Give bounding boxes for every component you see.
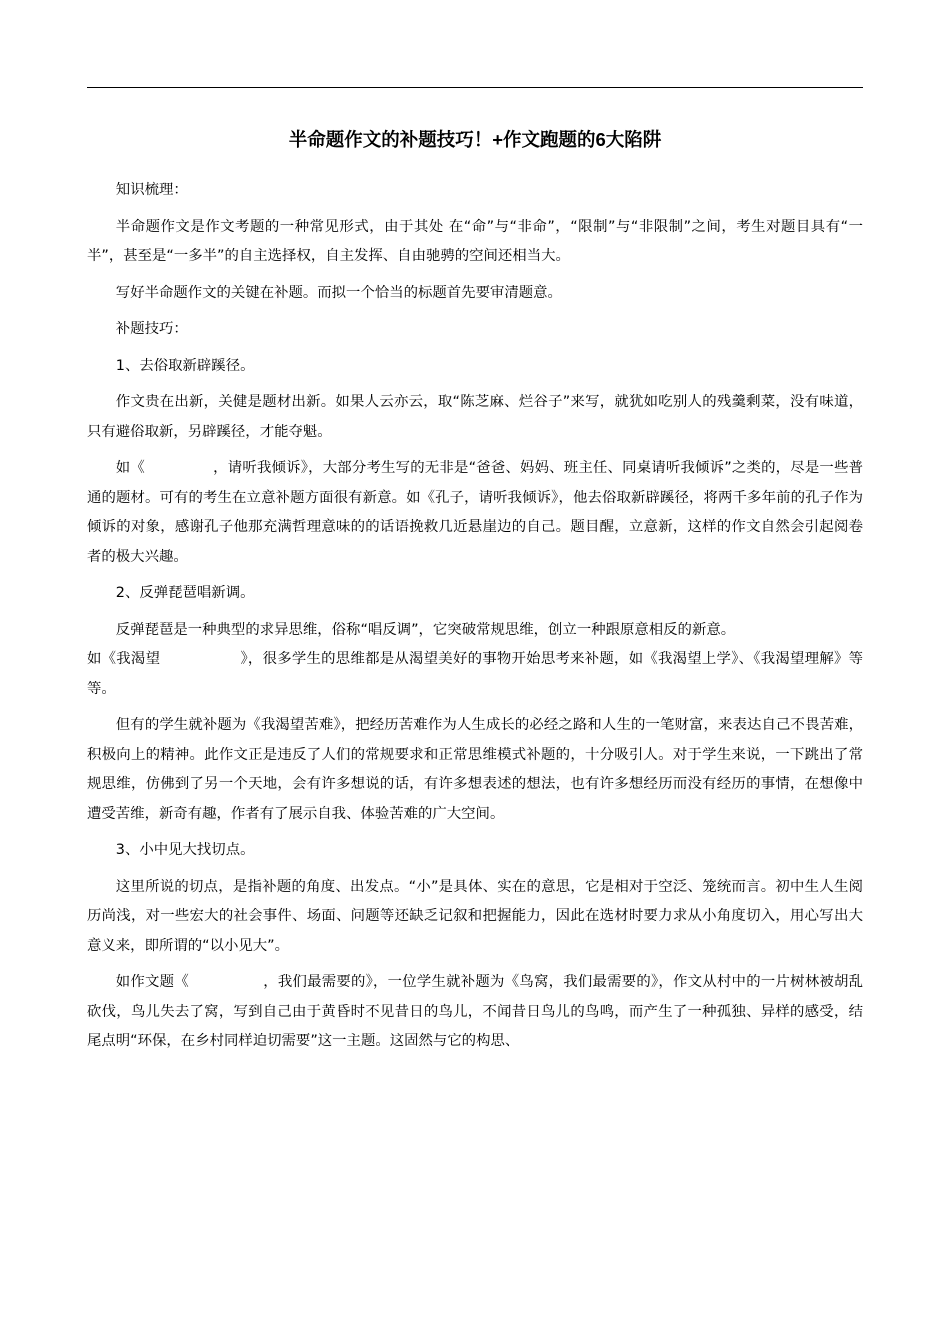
document-title: 半命题作文的补题技巧！+作文跑题的6大陷阱 [288, 129, 662, 150]
example-3-text: ，我们最需要的》，一位学生就补题为《鸟窝，我们最需要的》，作文从村中的一片树林被胡乱砍伐，鸟儿失去了窝，写到自己由于黄昏时不见昔日的鸟儿，不闻昔日鸟儿的鸟鸣，而产生了一种孤独、异样的感受，结尾点明“环保，在乡村同样迫切需要”这一主题。这固然与它的构思、 [87, 974, 863, 1049]
paragraph-technique-3-heading: 3、小中见大找切点。 [115, 842, 255, 858]
paragraph-technique-3-body: 这里所说的切点，是指补题的角度、出发点。“小”是具体、实在的意思，它是相对于空泛、笼统而言。初中生人生阅历尚浅，对一些宏大的社会事件、场面、问题等还缺乏记叙和把握能力，因此在选材时要力求从小角度切入，用心写出大意义来，即所谓的“以小见大”。 [87, 878, 863, 954]
paragraph-technique-2-heading: 2、反弹琵琶唱新调。 [115, 585, 255, 601]
paragraph-techniques-heading: 补题技巧： [115, 321, 188, 337]
paragraph-key-point: 写好半命题作文的关键在补题。而拟一个恰当的标题首先要审清题意。 [115, 284, 562, 301]
paragraph-technique-3-example [87, 968, 863, 1057]
paragraph-technique-2-body: 反弹琵琶是一种典型的求异思维，俗称“唱反调”，它突破常规思维，创立一种跟原意相反的新意。 [115, 621, 736, 638]
paragraph-intro: 半命题作文是作文考题的一种常见形式，由于其处 在“命”与“非命”，“限制”与“非限制”之间，考生对题目具有“一半”，甚至是“一多半”的自主选择权，自主发挥、自由驰骋的空间还相当大。 [87, 218, 863, 264]
paragraph-technique-1-body: 作文贵在出新，关健是题材出新。如果人云亦云，取“陈芝麻、烂谷子”来写，就犹如吃别人的残羹剩菜，没有味道，只有避俗取新，另辟蹊径，才能夺魁。 [87, 394, 863, 440]
paragraph-technique-1-example [87, 454, 863, 572]
document-body [87, 176, 863, 1064]
header-rule [87, 87, 863, 88]
example-3-prefix: 如作文题《 [115, 974, 189, 990]
paragraph-technique-1-heading: 1、去俗取新辟蹊径。 [115, 357, 255, 374]
paragraph-technique-2-detail: 但有的学生就补题为《我渴望苦难》，把经历苦难作为人生成长的必经之路和人生的一笔财富，来表达自己不畏苦难，积极向上的精神。此作文正是违反了人们的常规要求和正常思维模式补题的，十分吸引人。对于学生来说，一下跳出了常规思维，仿佛到了另一个天地，会有许多想说的话，有许多想表述的想法，也有许多想经历而没有经历的事情，在想像中遭受苦维，新奇有趣，作者有了展示自我、体验苦难的广大空间。 [87, 717, 863, 822]
example-2-prefix: 如《我渴望 [87, 651, 161, 667]
example-1-prefix: 如《 [115, 460, 145, 476]
paragraph-knowledge-heading: 知识梳理： [115, 182, 188, 198]
example-2-text: 》，很多学生的思维都是从渴望美好的事物开始思考来补题，如《我渴望上学》、《我渴望理解》等等。 [87, 651, 863, 697]
paragraph-technique-2-example [87, 645, 863, 704]
example-1-text: ，请听我倾诉》，大部分考生写的无非是“爸爸、妈妈、班主任、同桌请听我倾诉”之类的，尽是一些普通的题材。可有的考生在立意补题方面很有新意。如《孔子，请听我倾诉》，他去俗取新辟蹊径，将两千多年前的孔子作为倾诉的对象，感谢孔子他那充满哲理意味的的话语挽救几近悬崖边的自己。题目醒，立意新，这样的作文自然会引起阅卷者的极大兴趣。 [87, 460, 863, 565]
